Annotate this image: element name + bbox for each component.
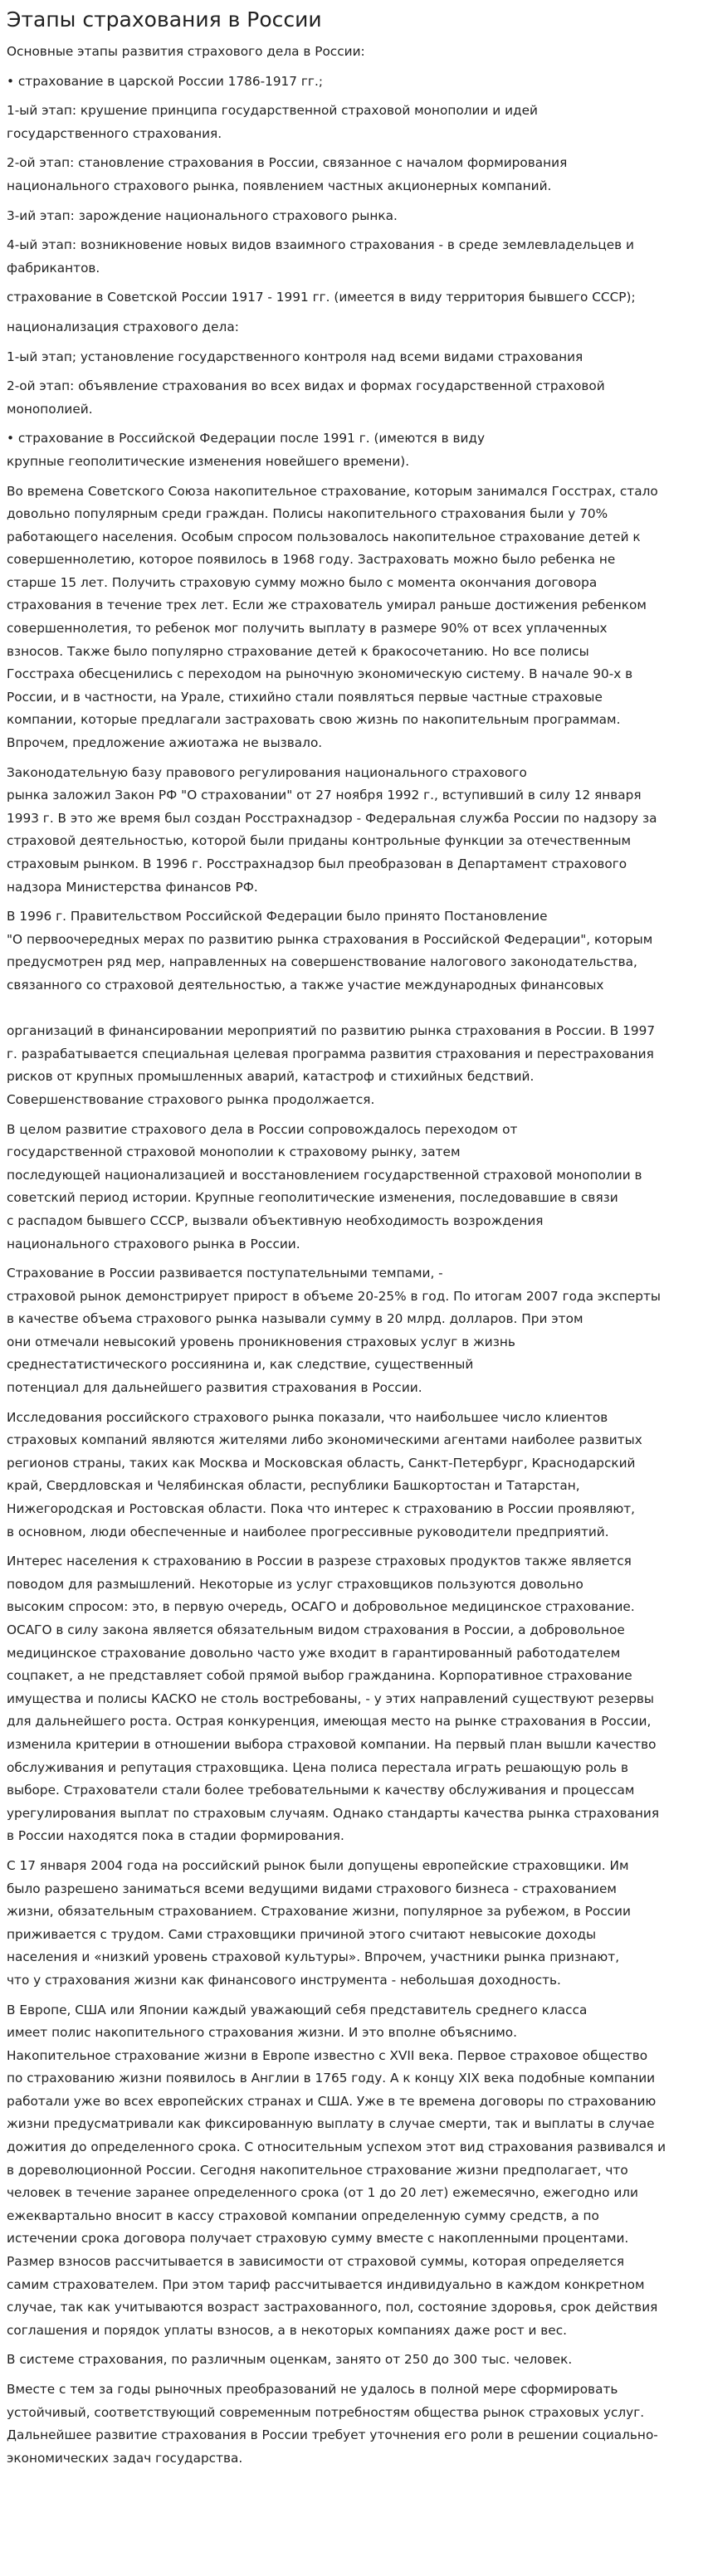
paragraph-european-insurers: С 17 января 2004 года на российский рынок были допущены европейские страховщики. Им было разрешено заниматься всеми ведущими видами страхового бизнеса - страхованием жизни, обязательным страхованием. Страхование жизни, популярное за рубежом, в России приживается с трудом. Сами страховщики причиной этого считают невысокие доходы населения и «низкий уровень страховой культуры». Впрочем, участники рынка признают, что у страхования жизни как финансового инструмента - небольшая доходность. bbox=[7, 1857, 631, 1988]
paragraph-stage-2: 2-ой этап: становление страхования в России, связанное с началом формирования национального страхового рынка, появлением частных акционерных компаний. bbox=[7, 155, 568, 193]
paragraph-soviet-stage-2: 2-ой этап: объявление страхования во всех видах и формах государственной страховой монополией. bbox=[7, 378, 605, 417]
paragraph-intro: Основные этапы развития страхового дела в России: bbox=[7, 44, 365, 59]
paragraph-life-insurance: В Европе, США или Японии каждый уважающий себя представитель среднего класса имеет полис накопительного страхования жизни. И это вполне объяснимо. Накопительное страхование жизни в Европе известно с XVII века. Первое страховое общество по страхованию жизни появилось в Англии в 1765 году. А к концу XIX века подобные компании работали уже во всех европейских странах и США. Уже в те времена договоры по страхованию жизни предусматривали как фиксированную выплату в случае смерти, так и выплаты в случае дожития до определенного срока. С относительным успехом этот вид страхования развивался и в дореволюционной России. Сегодня накопительное страхование жизни предполагает, что человек в течение заранее определенного срока (от 1 до 20 лет) ежемесячно, ежегодно или ежеквартально вносит в кассу страховой компании определенную сумму средств, а по истечении срока договора получает страховую сумму вместе с накопленными процентами. Размер взносов рассчитывается в зависимости от страховой суммы, которая определяется самим страхователем. При этом тариф рассчитывается индивидуально в каждом конкретном случае, так как учитываются возраст застрахованного, пол, состояние здоровья, срок действия соглашения и порядок уплаты взносов, а в некоторых компаниях даже рост и вес. bbox=[7, 2002, 666, 2338]
paragraph-overall-development: В целом развитие страхового дела в России сопровождалось переходом от государственной страховой монополии к страховому рынку, затем последующей национализацией и восстановлением государственной страховой монополии в советский период истории. Крупные геополитические изменения, последовавшие в связи с распадом бывшего СССР, вызвали объективную необходимость возрождения национального страхового рынка в России. bbox=[7, 1121, 642, 1251]
paragraph-population-interest: Интерес населения к страхованию в России в разрезе страховых продуктов также является поводом для размышлений. Некоторые из услуг страховщиков пользуются довольно высоким спросом: это, в первую очередь, ОСАГО и добровольное медицинское страхование. ОСАГО в силу закона является обязательным видом страхования в России, а добровольное медицинское страхование довольно часто уже входит в гарантированный работодателем соцпакет, а не представляет собой прямой выбор гражданина. Корпоративное страхование имущества и полисы КАСКО не столь востребованы, - у этих направлений существуют резервы для дальнейшего роста. Острая конкуренция, имеющая место на рынке страхования в России, изменила критерии в отношении выбора страховой компании. На первый план вышли качество обслуживания и репутация страховщика. Цена полиса перестала играть решающую роль в выборе. Страхователи стали более требовательными к качеству обслуживания и процессам урегулирования выплат по страховым случаям. Однако стандарты качества рынка страхования в России находятся пока в стадии формирования. bbox=[7, 1554, 660, 1844]
paragraph-1996-resolution: В 1996 г. Правительством Российской Федерации было принято Постановление "О первоочередных мерах по развитию рынка страхования в Российской Федерации", которым предусмотрен ряд мер, направленных на совершенствование налогового законодательства, связанного со страховой деятельностью, а также участие международных финансовых организаций в финансировании мероприятий по развитию рынка страхования в России. В 1997 г. разрабатывается специальная целевая программа развития страхования и перестрахования рисков от крупных промышленных аварий, катастроф и стихийных бедствий. Совершенствование страхового рынка продолжается. bbox=[7, 909, 656, 1107]
paragraph-soviet-period: страхование в Советской России 1917 - 1991 гг. (имеется в виду территория бывшего СССР); bbox=[7, 290, 636, 305]
paragraph-conclusion: Вместе с тем за годы рыночных преобразований не удалось в полной мере сформировать устойчивый, соответствующий современным потребностям общества рынок страховых услуг. Дальнейшее развитие страхования в России требует уточнения его роли в решении социально- экономических задач государства. bbox=[7, 2382, 658, 2466]
paragraph-nationalization: национализация страхового дела: bbox=[7, 319, 239, 334]
paragraph-gosstrakh: Во времена Советского Союза накопительное страхование, которым занимался Госстрах, стало довольно популярным среди граждан. Полисы накопительного страхования были у 70% работающего населения. Особым спросом пользовалось накопительное страхование детей к совершеннолетию, которое появилось в 1968 году. Застраховать можно было ребенка не старше 15 лет. Получить страховую сумму можно было с момента окончания договора страхования в течение трех лет. Если же страхователь умирал раньше достижения ребенком совершеннолетия, то ребенок мог получить выплату в размере 90% от всех уплаченных взносов. Также было популярно страхование детей к бракосочетанию. Но все полисы Госстраха обесценились с переходом на рыночную экономическую систему. В начале 90-х в России, и в частности, на Урале, стихийно стали появляться первые частные страховые компании, которые предлагали застраховать свою жизнь по накопительным программам. Впрочем, предложение ажиотажа не вызвало. bbox=[7, 483, 658, 751]
paragraph-market-growth: Страхование в России развивается поступательными темпами, - страховой рынок демонстрирует прирост в объеме 20-25% в год. По итогам 2007 года эксперты в качестве объема страхового рынка называли сумму в 20 млрд. долларов. При этом они отмечали невысокий уровень проникновения страховых услуг в жизнь среднестатистического россиянина и, как следствие, существенный потенциал для дальнейшего развития страхования в России. bbox=[7, 1266, 661, 1396]
paragraph-stage-1: 1-ый этап: крушение принципа государственной страховой монополии и идей государственного страхования. bbox=[7, 103, 538, 141]
paragraph-rf-period: • страхование в Российской Федерации после 1991 г. (имеются в виду крупные геополитические изменения новейшего времени). bbox=[7, 431, 486, 469]
paragraph-stage-4: 4-ый этап: возникновение новых видов взаимного страхования - в среде землевладельцев и фабрикантов. bbox=[7, 237, 635, 276]
paragraph-stage-3: 3-ий этап: зарождение национального страхового рынка. bbox=[7, 207, 398, 223]
paragraph-legislation: Законодательную базу правового регулирования национального страхового рынка заложил Закон РФ "О страховании" от 27 ноября 1992 г., вступивший в силу 12 января 1993 г. В это же время был создан Росстрахнадзор - Федеральная служба России по надзору за страховой деятельностью, которой были приданы контрольные функции за отечественным страховым рынком. В 1996 г. Росстрахнадзор был преобразован в Департамент страхового надзора Министерства финансов РФ. bbox=[7, 764, 657, 895]
page-title: Этапы страхования в России bbox=[7, 7, 322, 32]
paragraph-employment: В системе страхования, по различным оценкам, занято от 250 до 300 тыс. человек. bbox=[7, 2352, 573, 2368]
paragraph-market-research: Исследования российского страхового рынка показали, что наибольшее число клиентов страховых компаний являются жителями либо экономическими агентами наиболее развитых регионов страны, таких как Москва и Московская область, Санкт-Петербург, Краснодарский край, Свердловская и Челябинская области, республики Башкортостан и Татарстан, Нижегородская и Ростовская области. Пока что интерес к страхованию в России проявляют, в основном, люди обеспеченные и наиболее прогрессивные руководители предприятий. bbox=[7, 1409, 642, 1539]
paragraph-tsarist-period: • страхование в царской России 1786-1917 гг.; bbox=[7, 73, 323, 89]
paragraph-soviet-stage-1: 1-ый этап; установление государственного контроля над всеми видами страхования bbox=[7, 349, 583, 364]
article-body bbox=[7, 41, 691, 2470]
